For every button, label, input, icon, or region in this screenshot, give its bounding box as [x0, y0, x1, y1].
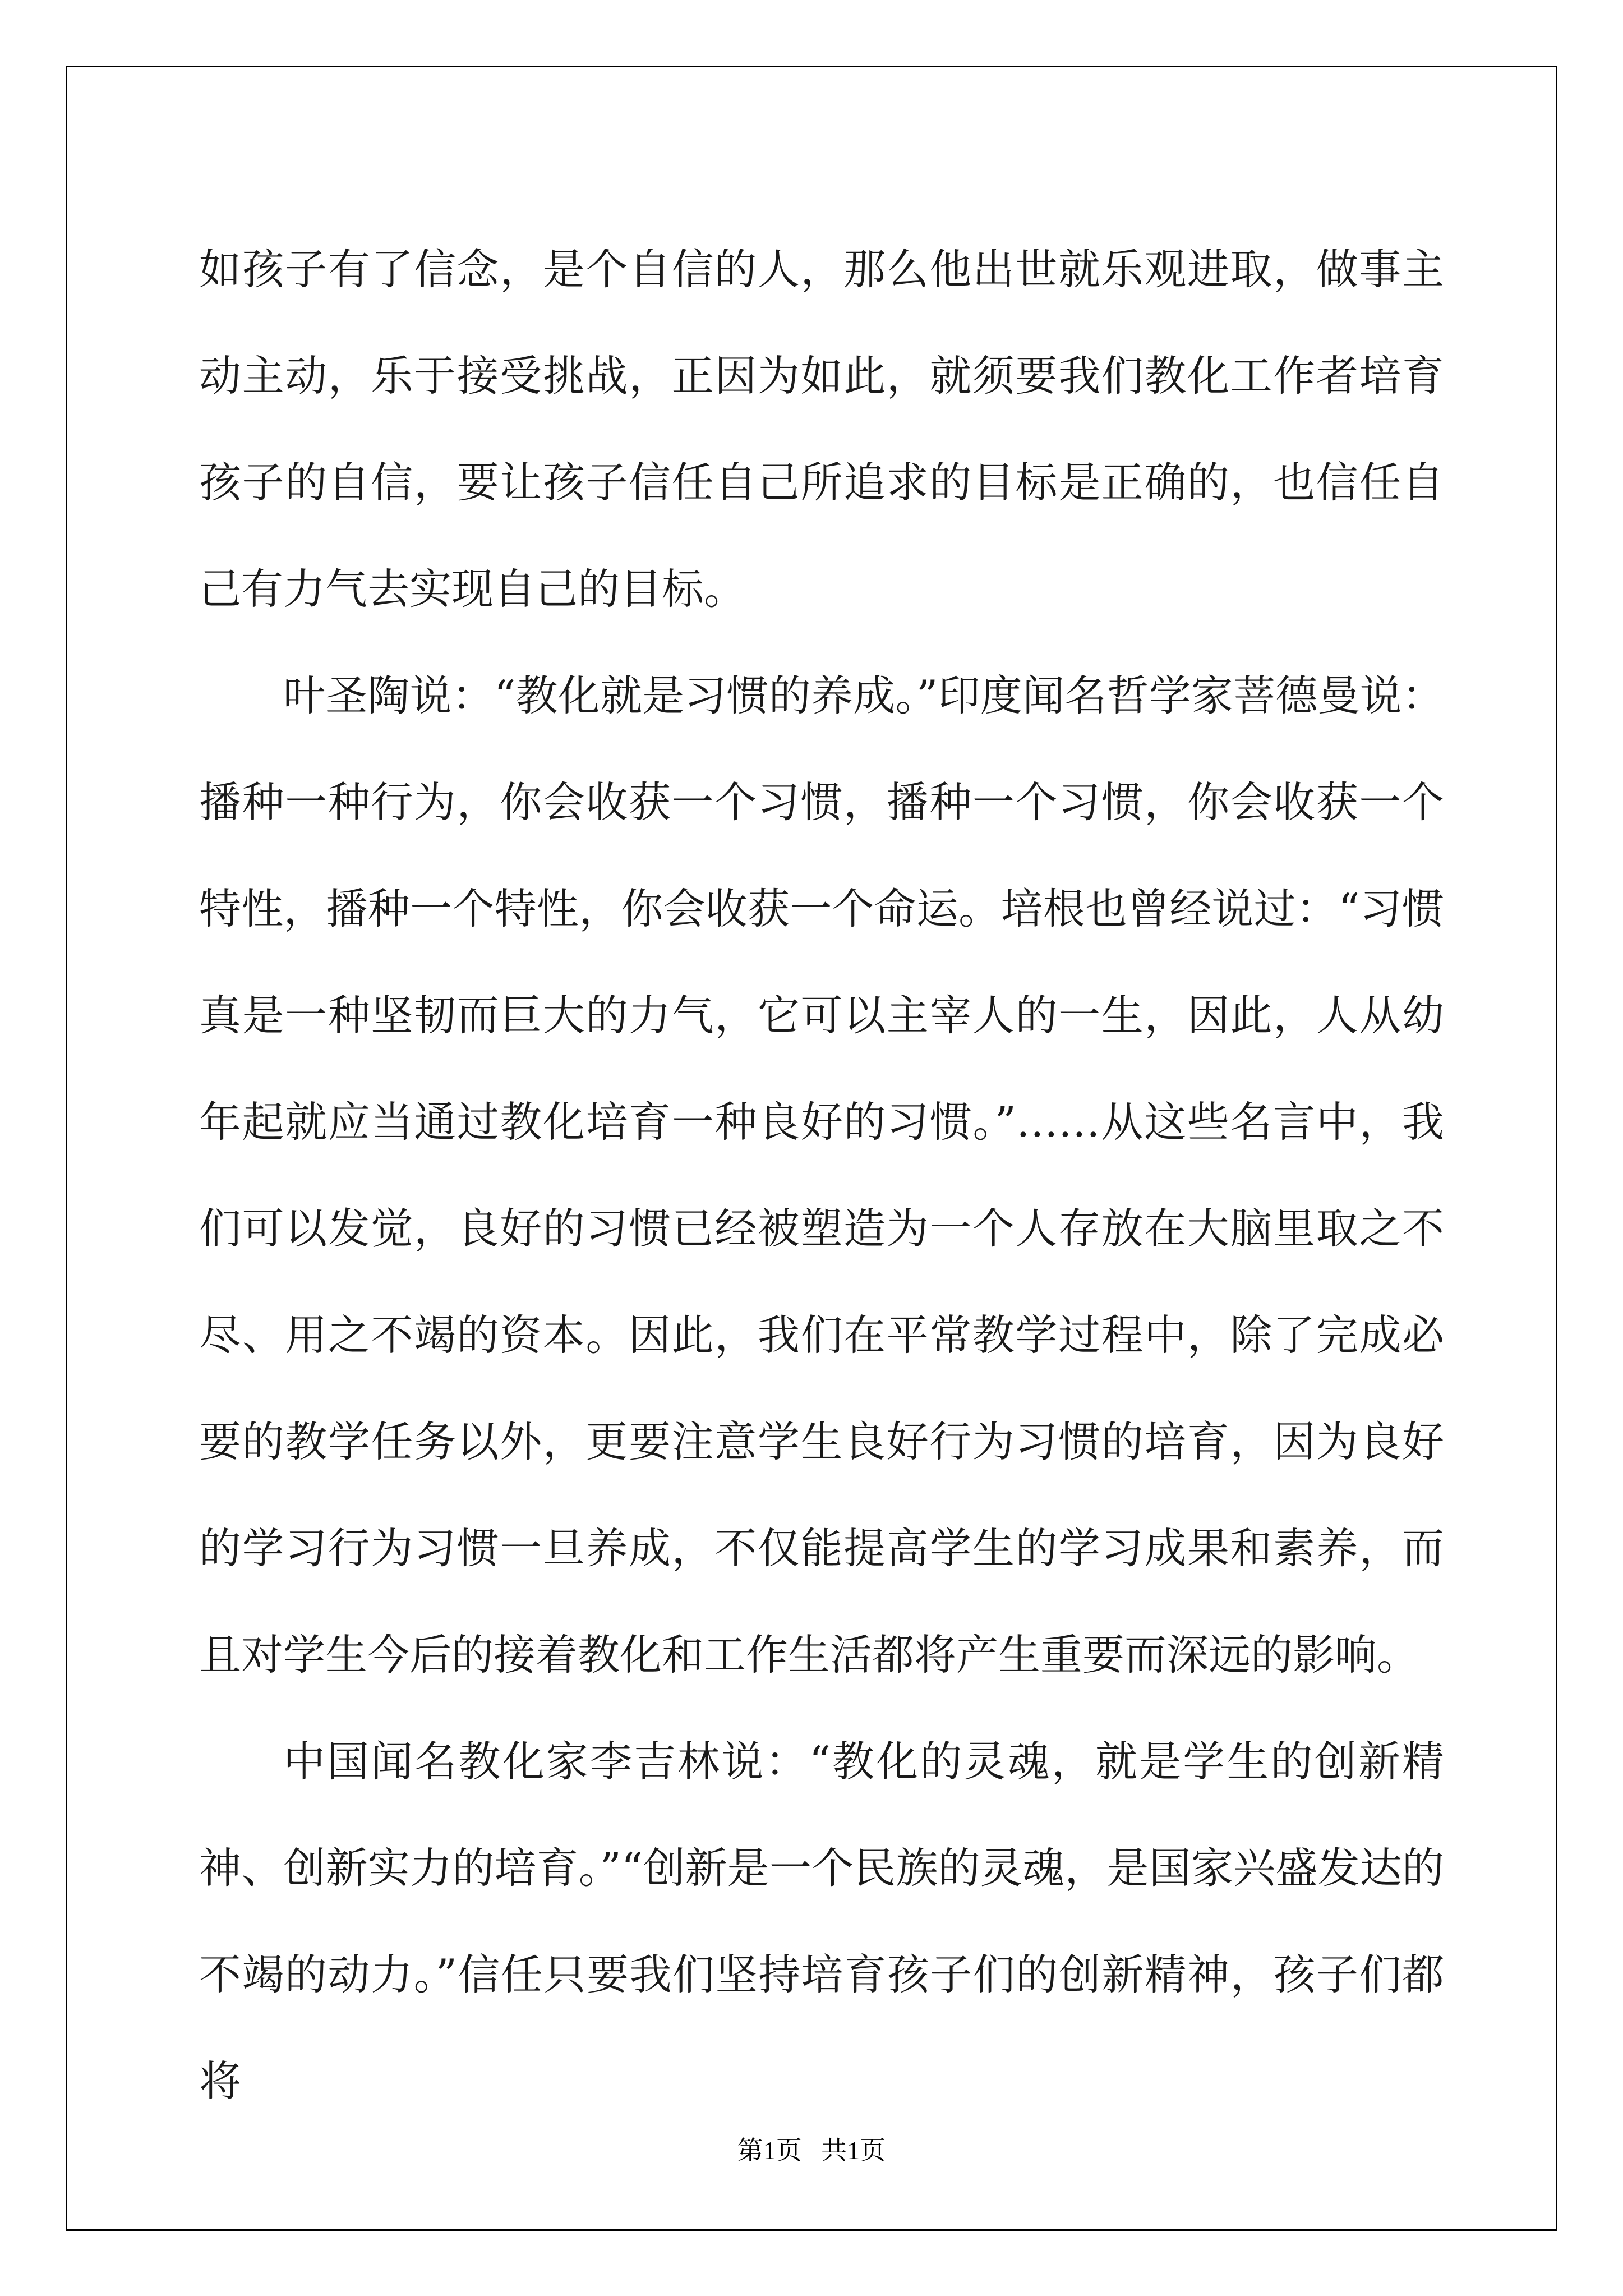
page-footer: 第1页 共1页 — [737, 2136, 886, 2165]
paragraph-3: 中国闻名教化家李吉林说：“教化的灵魂，就是学生的创新精神、创新实力的培育。”“创新是一个民族的灵魂，是国家兴盛发达的不竭的动力。”信任只要我们坚持培育孩子们的创新精神，孩子们都将 — [199, 1737, 1444, 2106]
paragraph-1: 如孩子有了信念，是个自信的人，那么他出世就乐观进取，做事主动主动，乐于接受挑战，正因为如此，就须要我们教化工作者培育孩子的自信，要让孩子信任自己所追求的目标是正确的，也信任自己有力气去实现自己的目标。 — [199, 245, 1444, 614]
paragraph-2: 叶圣陶说：“教化就是习惯的养成。”印度闻名哲学家菩德曼说：播种一种行为，你会收获一个习惯，播种一个习惯，你会收获一个特性，播种一个特性，你会收获一个命运。培根也曾经说过：“习惯真是一种坚韧而巨大的力气，它可以主宰人的一生，因此，人从幼年起就应当通过教化培育一种良好的习惯。”……从这些名言中，我们可以发觉，良好的习惯已经被塑造为一个人存放在大脑里取之不尽、用之不竭的资本。因此，我们在平常教学过程中，除了完成必要的教学任务以外，更要注意学生良好行为习惯的培育，因为良好的学习行为习惯一旦养成，不仅能提高学生的学习成果和素养，而且对学生今后的接着教化和工作生活都将产生重要而深远的影响。 — [199, 671, 1444, 1680]
document-body — [199, 216, 1444, 2134]
